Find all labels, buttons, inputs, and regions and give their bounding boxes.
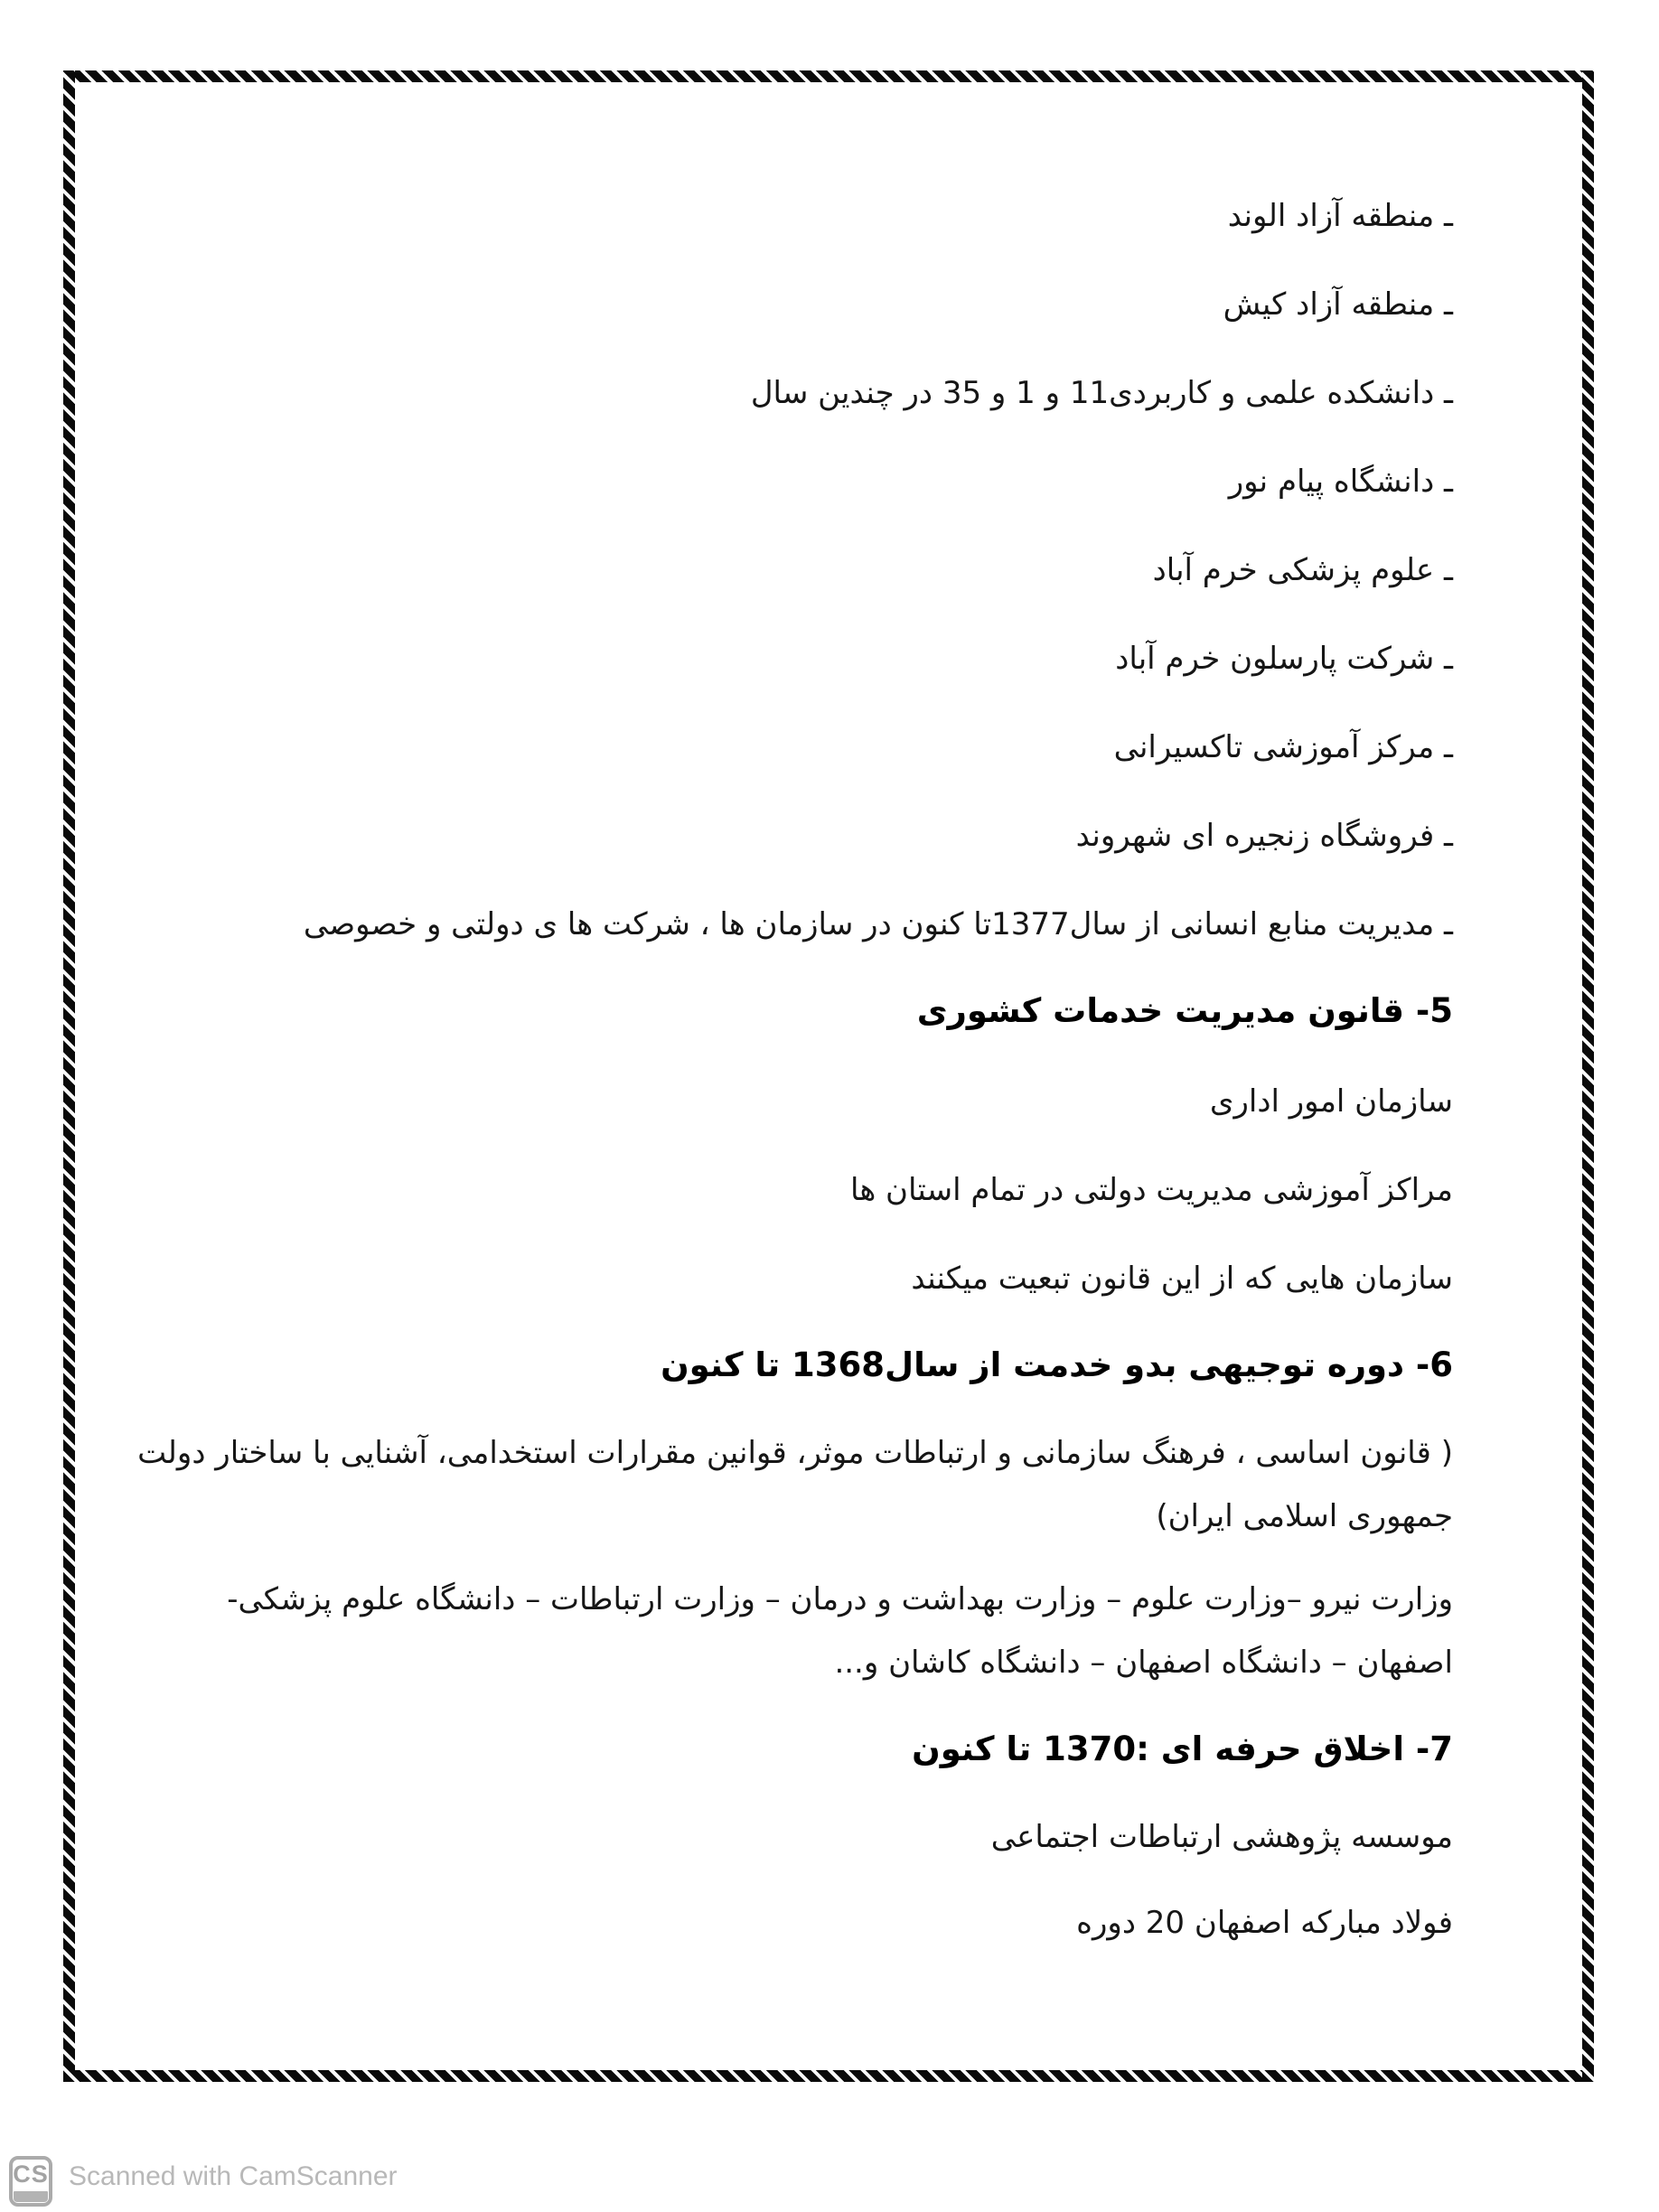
paragraph-line: وزارت نیرو –وزارت علوم – وزارت بهداشت و درمان – وزارت ارتباطات – دانشگاه علوم پزشکی- — [227, 1581, 1453, 1617]
paragraph-line: جمهوری اسلامی ایران) — [1156, 1498, 1453, 1534]
list-item: ـ منطقه آزاد کیش — [1223, 286, 1453, 323]
paragraph-line: اصفهان – دانشگاه اصفهان – دانشگاه کاشان و... — [834, 1645, 1453, 1681]
paragraph-line: ( قانون اساسی ، فرهنگ سازمانی و ارتباطات موثر، قوانین مقرارات استخدامی، آشنایی با ساختار دولت — [137, 1435, 1453, 1471]
sub-item: فولاد مبارکه اصفهان 20 دوره — [1076, 1905, 1453, 1941]
list-item: ـ شرکت پارسلون خرم آباد — [1115, 641, 1453, 677]
list-item: ـ دانشگاه پیام نور — [1228, 464, 1453, 500]
list-item: ـ مدیریت منابع انسانی از سال1377تا کنون در سازمان ها ، شرکت ها ی دولتی و خصوصی — [303, 906, 1453, 942]
section-heading-6: 6- دوره توجیهی بدو خدمت از سال1368 تا کنون — [661, 1345, 1453, 1384]
list-item: ـ منطقه آزاد الوند — [1227, 198, 1453, 234]
sub-item: سازمان امور اداری — [1209, 1083, 1453, 1120]
list-item: ـ مرکز آموزشی تاکسیرانی — [1113, 729, 1453, 765]
page-border-top — [63, 70, 1594, 82]
sub-item: موسسه پژوهشی ارتباطات اجتماعی — [990, 1819, 1453, 1855]
sub-item: سازمان هایی که از این قانون تبعیت میکنند — [911, 1261, 1453, 1297]
page-border-left — [63, 70, 75, 2082]
section-heading-5: 5- قانون مدیریت خدمات کشوری — [916, 991, 1453, 1030]
list-item: ـ فروشگاه زنجیره ای شهروند — [1075, 818, 1453, 854]
section-heading-7: 7- اخلاق حرفه ای :1370 تا کنون — [912, 1729, 1453, 1768]
camscanner-logo-bar — [14, 2191, 48, 2202]
page-border-right — [1582, 70, 1594, 2082]
list-item: ـ علوم پزشکی خرم آباد — [1152, 552, 1453, 588]
list-item: ـ دانشکده علمی و کاربردی11 و 1 و 35 در چندین سال — [750, 375, 1453, 411]
camscanner-logo-letters: CS — [13, 2160, 49, 2188]
camscanner-logo-icon — [9, 2156, 52, 2207]
camscanner-label: Scanned with CamScanner — [69, 2161, 398, 2191]
sub-item: مراکز آموزشی مدیریت دولتی در تمام استان ها — [849, 1172, 1453, 1208]
page-border-bottom — [63, 2070, 1594, 2082]
